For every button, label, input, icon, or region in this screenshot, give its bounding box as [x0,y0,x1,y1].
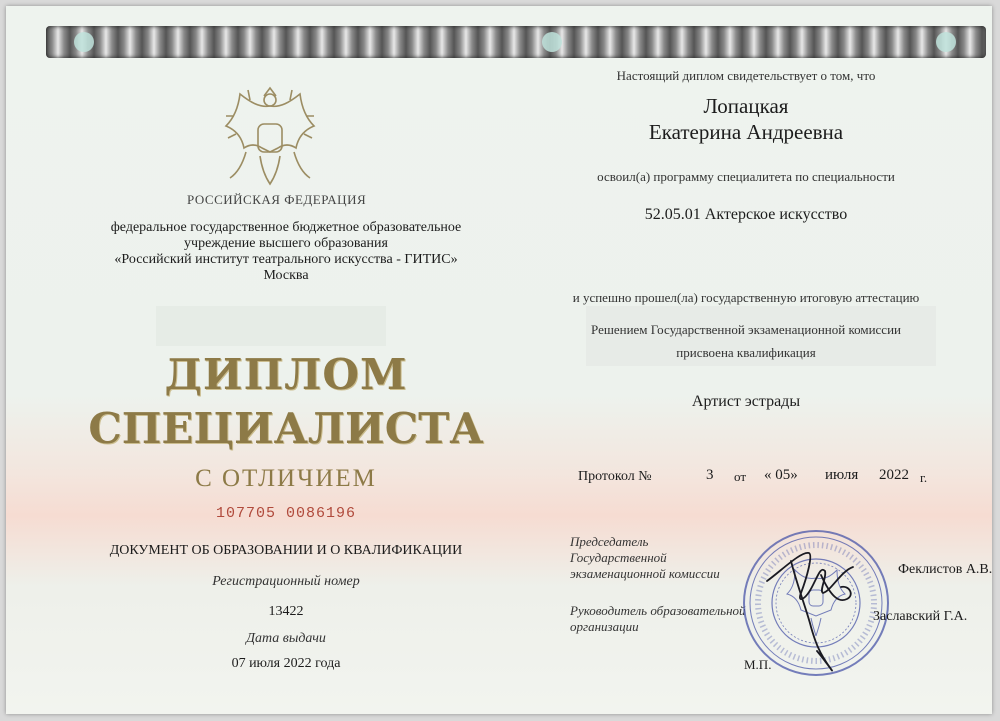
watermark-pattern [156,306,386,346]
specialty: 52.05.01 Актерское искусство [644,206,848,223]
institution-city: Москва [263,268,309,283]
graduate-surname: Лопацкая [703,94,789,118]
reg-number-label: Регистрационный номер [212,574,360,589]
chair-title-line: Государственной [570,550,667,565]
protocol-day: « 05» [764,467,798,483]
band-ornament [936,32,956,52]
certifies-text: Настоящий диплом свидетельствует о том, что [616,68,876,83]
program-text: освоил(а) программу специалитета по специальности [597,169,895,184]
protocol-year-suffix: г. [920,470,928,485]
issue-date-label: Дата выдачи [246,631,326,646]
protocol-year: 2022 [879,467,909,483]
protocol-label: Протокол № [578,469,652,484]
institution-line: «Российский институт театрального искусства - ГИТИС» [114,252,458,267]
head-title-line: организации [570,619,639,634]
chair-name: Феклистов А.В. [898,562,992,577]
security-guilloche-band [46,26,986,58]
protocol-month: июля [825,467,859,483]
qualification: Артист эстрады [691,393,801,410]
attestation-text: и успешно прошел(ла) государственную итоговую аттестацию [572,290,920,305]
protocol-from: от [734,469,747,484]
country-name: РОССИЙСКАЯ ФЕДЕРАЦИЯ [187,192,367,207]
diploma-title-level: СПЕЦИАЛИСТА [88,404,484,453]
coat-of-arms-emblem-icon [220,86,320,191]
document-type: ДОКУМЕНТ ОБ ОБРАЗОВАНИИ И О КВАЛИФИКАЦИИ [109,543,463,558]
institution-line: учреждение высшего образования [184,236,388,251]
protocol-number: 3 [706,467,714,483]
band-ornament [74,32,94,52]
seal-place-mark: М.П. [744,657,772,672]
graduate-given-names: Екатерина Андреевна [648,120,844,144]
diploma-document [6,6,992,714]
signature-icon [761,541,871,681]
institution-line: федеральное государственное бюджетное образовательное [110,220,462,235]
commission-decision: Решением Государственной экзаменационной комиссии [591,322,901,337]
issue-date: 07 июля 2022 года [231,656,341,671]
band-ornament [542,32,562,52]
chair-title-line: Председатель [570,534,649,549]
diploma-title: ДИПЛОМ [164,350,408,399]
reg-number: 13422 [268,604,304,619]
head-name: Заславский Г.А. [873,609,968,624]
serial-number: 107705 0086196 [215,505,357,522]
qualification-awarded-text: присвоена квалификация [676,345,816,360]
head-title-line: Руководитель образовательной [570,603,746,618]
honors-mark: С ОТЛИЧИЕМ [195,465,377,492]
chair-title-line: экзаменационной комиссии [570,566,720,581]
